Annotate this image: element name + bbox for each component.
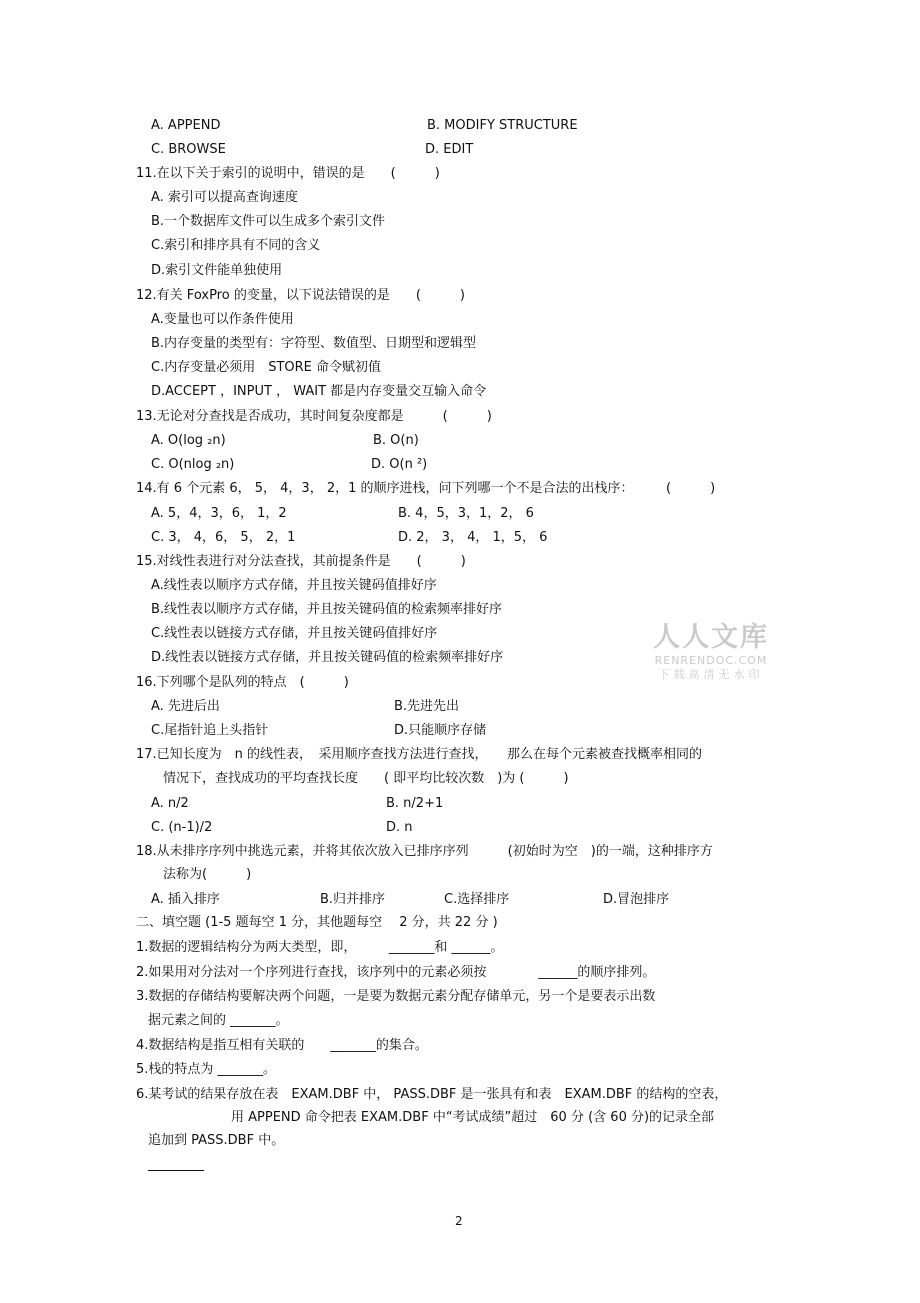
text-line: A. O(log ₂n): [151, 433, 226, 448]
text-line: 11.在以下关于索引的说明中，错误的是 ( ): [136, 166, 440, 181]
text-line: A. n/2: [151, 796, 189, 811]
text-line: D. n: [386, 820, 413, 835]
text-line: 3.数据的存储结构要解决两个问题，一是要为数据元素分配存储单元，另一个是要表示出数: [136, 989, 656, 1004]
text-line: D.只能顺序存储: [394, 723, 487, 738]
text-line: 13.无论对分查找是否成功，其时间复杂度都是 ( ): [136, 409, 492, 424]
text-line: C. O(nlog ₂n): [151, 457, 235, 472]
text-line: C. (n-1)/2: [151, 820, 213, 835]
text-line: 据元素之间的 _______。: [148, 1013, 289, 1028]
text-line: B.归并排序: [320, 892, 386, 907]
text-line: 12.有关 FoxPro 的变量，以下说法错误的是 ( ): [136, 288, 465, 303]
text-line: C.内存变量必须用 STORE 命令赋初值: [151, 360, 382, 375]
text-line: B.内存变量的类型有：字符型、数值型、日期型和逻辑型: [151, 336, 477, 351]
text-line: 1.数据的逻辑结构分为两大类型，即， _______和 ______。: [136, 940, 504, 955]
text-line: D.线性表以链接方式存储，并且按关键码值的检索频率排好序: [151, 650, 504, 665]
text-line: B.先进先出: [394, 699, 460, 714]
text-line: A. 插入排序: [151, 892, 220, 907]
text-line: 情况下，查找成功的平均查找长度 ( 即平均比较次数 )为 ( ): [163, 771, 569, 786]
text-line: D. EDIT: [425, 142, 474, 157]
text-line: B. MODIFY STRUCTURE: [427, 118, 578, 133]
text-line: 4.数据结构是指互相有关联的 _______的集合。: [136, 1038, 428, 1053]
text-line: A.线性表以顺序方式存储，并且按关键码值排好序: [151, 578, 437, 593]
text-line: B. 4，5，3，1，2， 6: [398, 506, 534, 521]
text-line: B.一个数据库文件可以生成多个索引文件: [151, 214, 386, 229]
text-line: 二、填空题 (1-5 题每空 1 分，其他题每空 2 分，共 22 分 ): [136, 915, 498, 930]
text-line: C. BROWSE: [151, 142, 226, 157]
text-line: 法称为( ): [163, 867, 252, 882]
text-line: C.尾指针追上头指针: [151, 723, 269, 738]
text-line: 用 APPEND 命令把表 EXAM.DBF 中“考试成绩”超过 60 分 (含 60 分)的记录全部: [231, 1110, 715, 1125]
text-line: 5.栈的特点为 _______。: [136, 1062, 277, 1077]
text-line: 追加到 PASS.DBF 中。: [148, 1133, 285, 1148]
text-line: 18.从未排序序列中挑选元素，并将其依次放入已排序序列 (初始时为空 )的一端，这种排序方: [136, 844, 713, 859]
text-line: A. 5，4，3，6， 1，2: [151, 506, 287, 521]
text-line: C.线性表以链接方式存储，并且按关键码值排好序: [151, 626, 438, 641]
page-number: 2: [455, 1214, 463, 1228]
text-line: 6.某考试的结果存放在表 EXAM.DBF 中， PASS.DBF 是一张具有和表 EXAM.DBF 的结构的空表，: [136, 1087, 728, 1102]
text-line: 15.对线性表进行对分法查找，其前提条件是 ( ): [136, 554, 466, 569]
text-line: 2.如果用对分法对一个序列进行查找，该序列中的元素必须按 ______的顺序排列。: [136, 965, 656, 980]
text-line: B. n/2+1: [386, 796, 444, 811]
watermark: [646, 622, 776, 682]
text-line: D. 2， 3， 4， 1，5， 6: [398, 530, 548, 545]
text-line: A. 索引可以提高查询速度: [151, 190, 298, 205]
text-line: C. 3， 4，6， 5， 2，1: [151, 530, 296, 545]
text-line: A. APPEND: [151, 118, 221, 133]
text-line: D.索引文件能单独使用: [151, 263, 283, 278]
text-line: 14.有 6 个元素 6， 5， 4，3， 2，1 的顺序进栈，问下列哪一个不是合法的出栈序： ( ): [136, 481, 716, 496]
text-line: B. O(n): [373, 433, 419, 448]
text-line: D. O(n ²): [371, 457, 428, 472]
text-line: 16.下列哪个是队列的特点 ( ): [136, 675, 349, 690]
text-line: C.选择排序: [444, 892, 510, 907]
text-line: D.冒泡排序: [603, 892, 670, 907]
text-line: 17.已知长度为 n 的线性表， 采用顺序查找方法进行查找， 那么在每个元素被查找概率相同的: [136, 747, 703, 762]
text-line: A.变量也可以作条件使用: [151, 312, 294, 327]
text-line: D.ACCEPT ，INPUT ， WAIT 都是内存变量交互输入命令: [151, 384, 487, 399]
text-line: C.索引和排序具有不同的含义: [151, 238, 321, 253]
watermark-subtitle: 下载高清无水印: [658, 668, 764, 681]
watermark-url: RENRENDOC.COM: [654, 654, 768, 667]
text-line: A. 先进后出: [151, 699, 220, 714]
watermark-title: 人人文库: [653, 622, 769, 653]
text-line: B.线性表以顺序方式存储，并且按关键码值的检索频率排好序: [151, 602, 503, 617]
answer-blank-line: [148, 1170, 204, 1171]
